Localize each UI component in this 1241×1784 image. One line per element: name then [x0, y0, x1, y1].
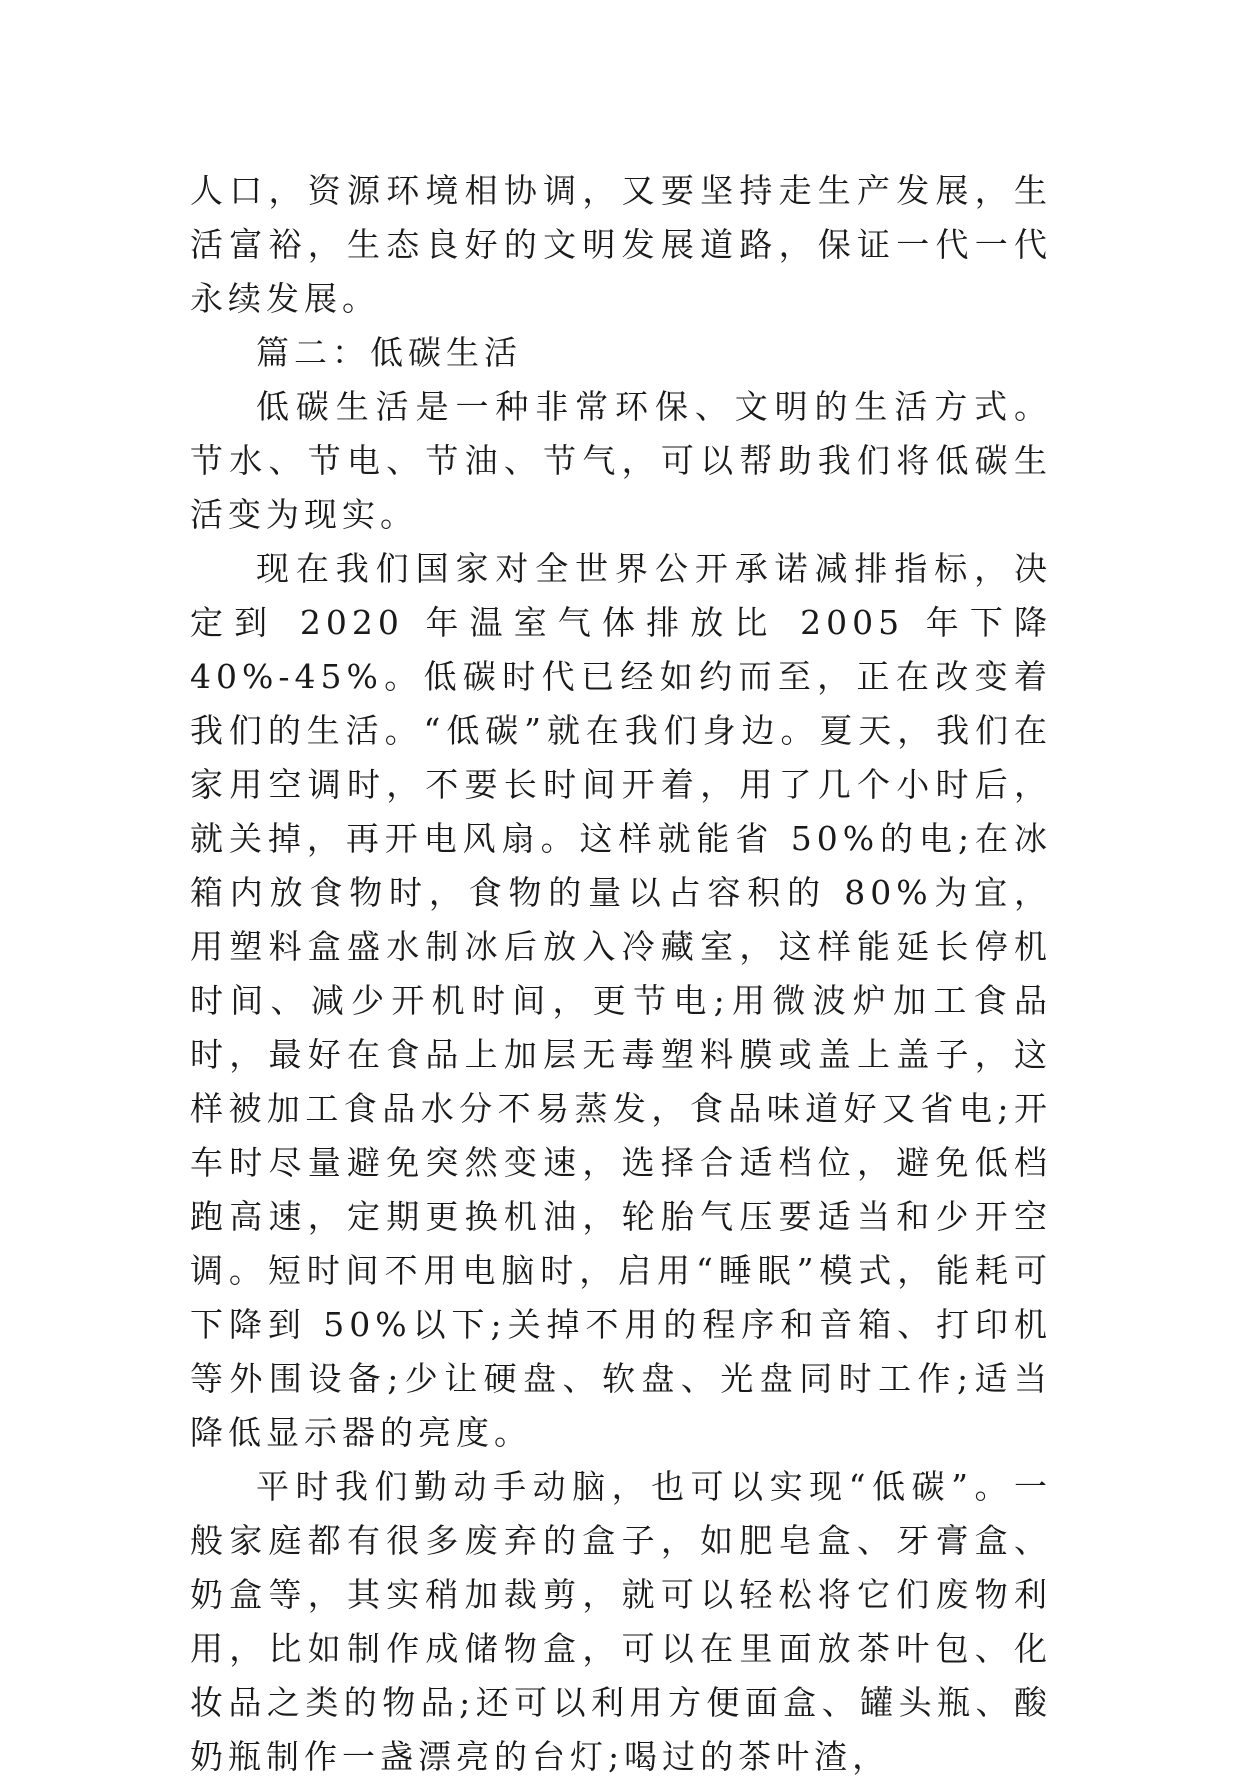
text-column — [190, 164, 1052, 1784]
continuation-paragraph: 人口，资源环境相协调，又要坚持走生产发展，生活富裕，生态良好的文明发展道路，保证一代一代永续发展。 — [190, 171, 1052, 318]
body-paragraph: 平时我们勤动手动脑，也可以实现“低碳”。一般家庭都有很多废弃的盒子，如肥皂盒、牙膏盒、奶盒等，其实稍加裁剪，就可以轻松将它们废物利用，比如制作成储物盒，可以在里面放茶叶包、化妆品之类的物品;还可以利用方便面盒、罐头瓶、酸奶瓶制作一盏漂亮的台灯;喝过的茶叶渣， — [190, 1467, 1052, 1776]
body-paragraph: 现在我们国家对全世界公开承诺减排指标，决定到 2020 年温室气体排放比 2005 年下降 40%-45%。低碳时代已经如约而至，正在改变着我们的生活。“低碳”就在我们身边。夏天，我们在家用空调时，不要长时间开着，用了几个小时后，就关掉，再开电风扇。这样就能省 50%的电;在冰箱内放食物时，食物的量以占容积的 80%为宜，用塑料盒盛水制冰后放入冷藏室，这样能延长停机时间、减少开机时间，更节电;用微波炉加工食品时，最好在食品上加层无毒塑料膜或盖上盖子，这样被加工食品水分不易蒸发，食品味道好又省电;开车时尽量避免突然变速，选择合适档位，避免低档跑高速，定期更换机油，轮胎气压要适当和少开空调。短时间不用电脑时，启用“睡眠”模式，能耗可下降到 50%以下;关掉不用的程序和音箱、打印机等外围设备;少让硬盘、软盘、光盘同时工作;适当降低显示器的亮度。 — [190, 549, 1052, 1452]
body-paragraph: 低碳生活是一种非常环保、文明的生活方式。节水、节电、节油、节气，可以帮助我们将低碳生活变为现实。 — [190, 387, 1052, 534]
section-heading: 篇二：低碳生活 — [256, 333, 522, 372]
